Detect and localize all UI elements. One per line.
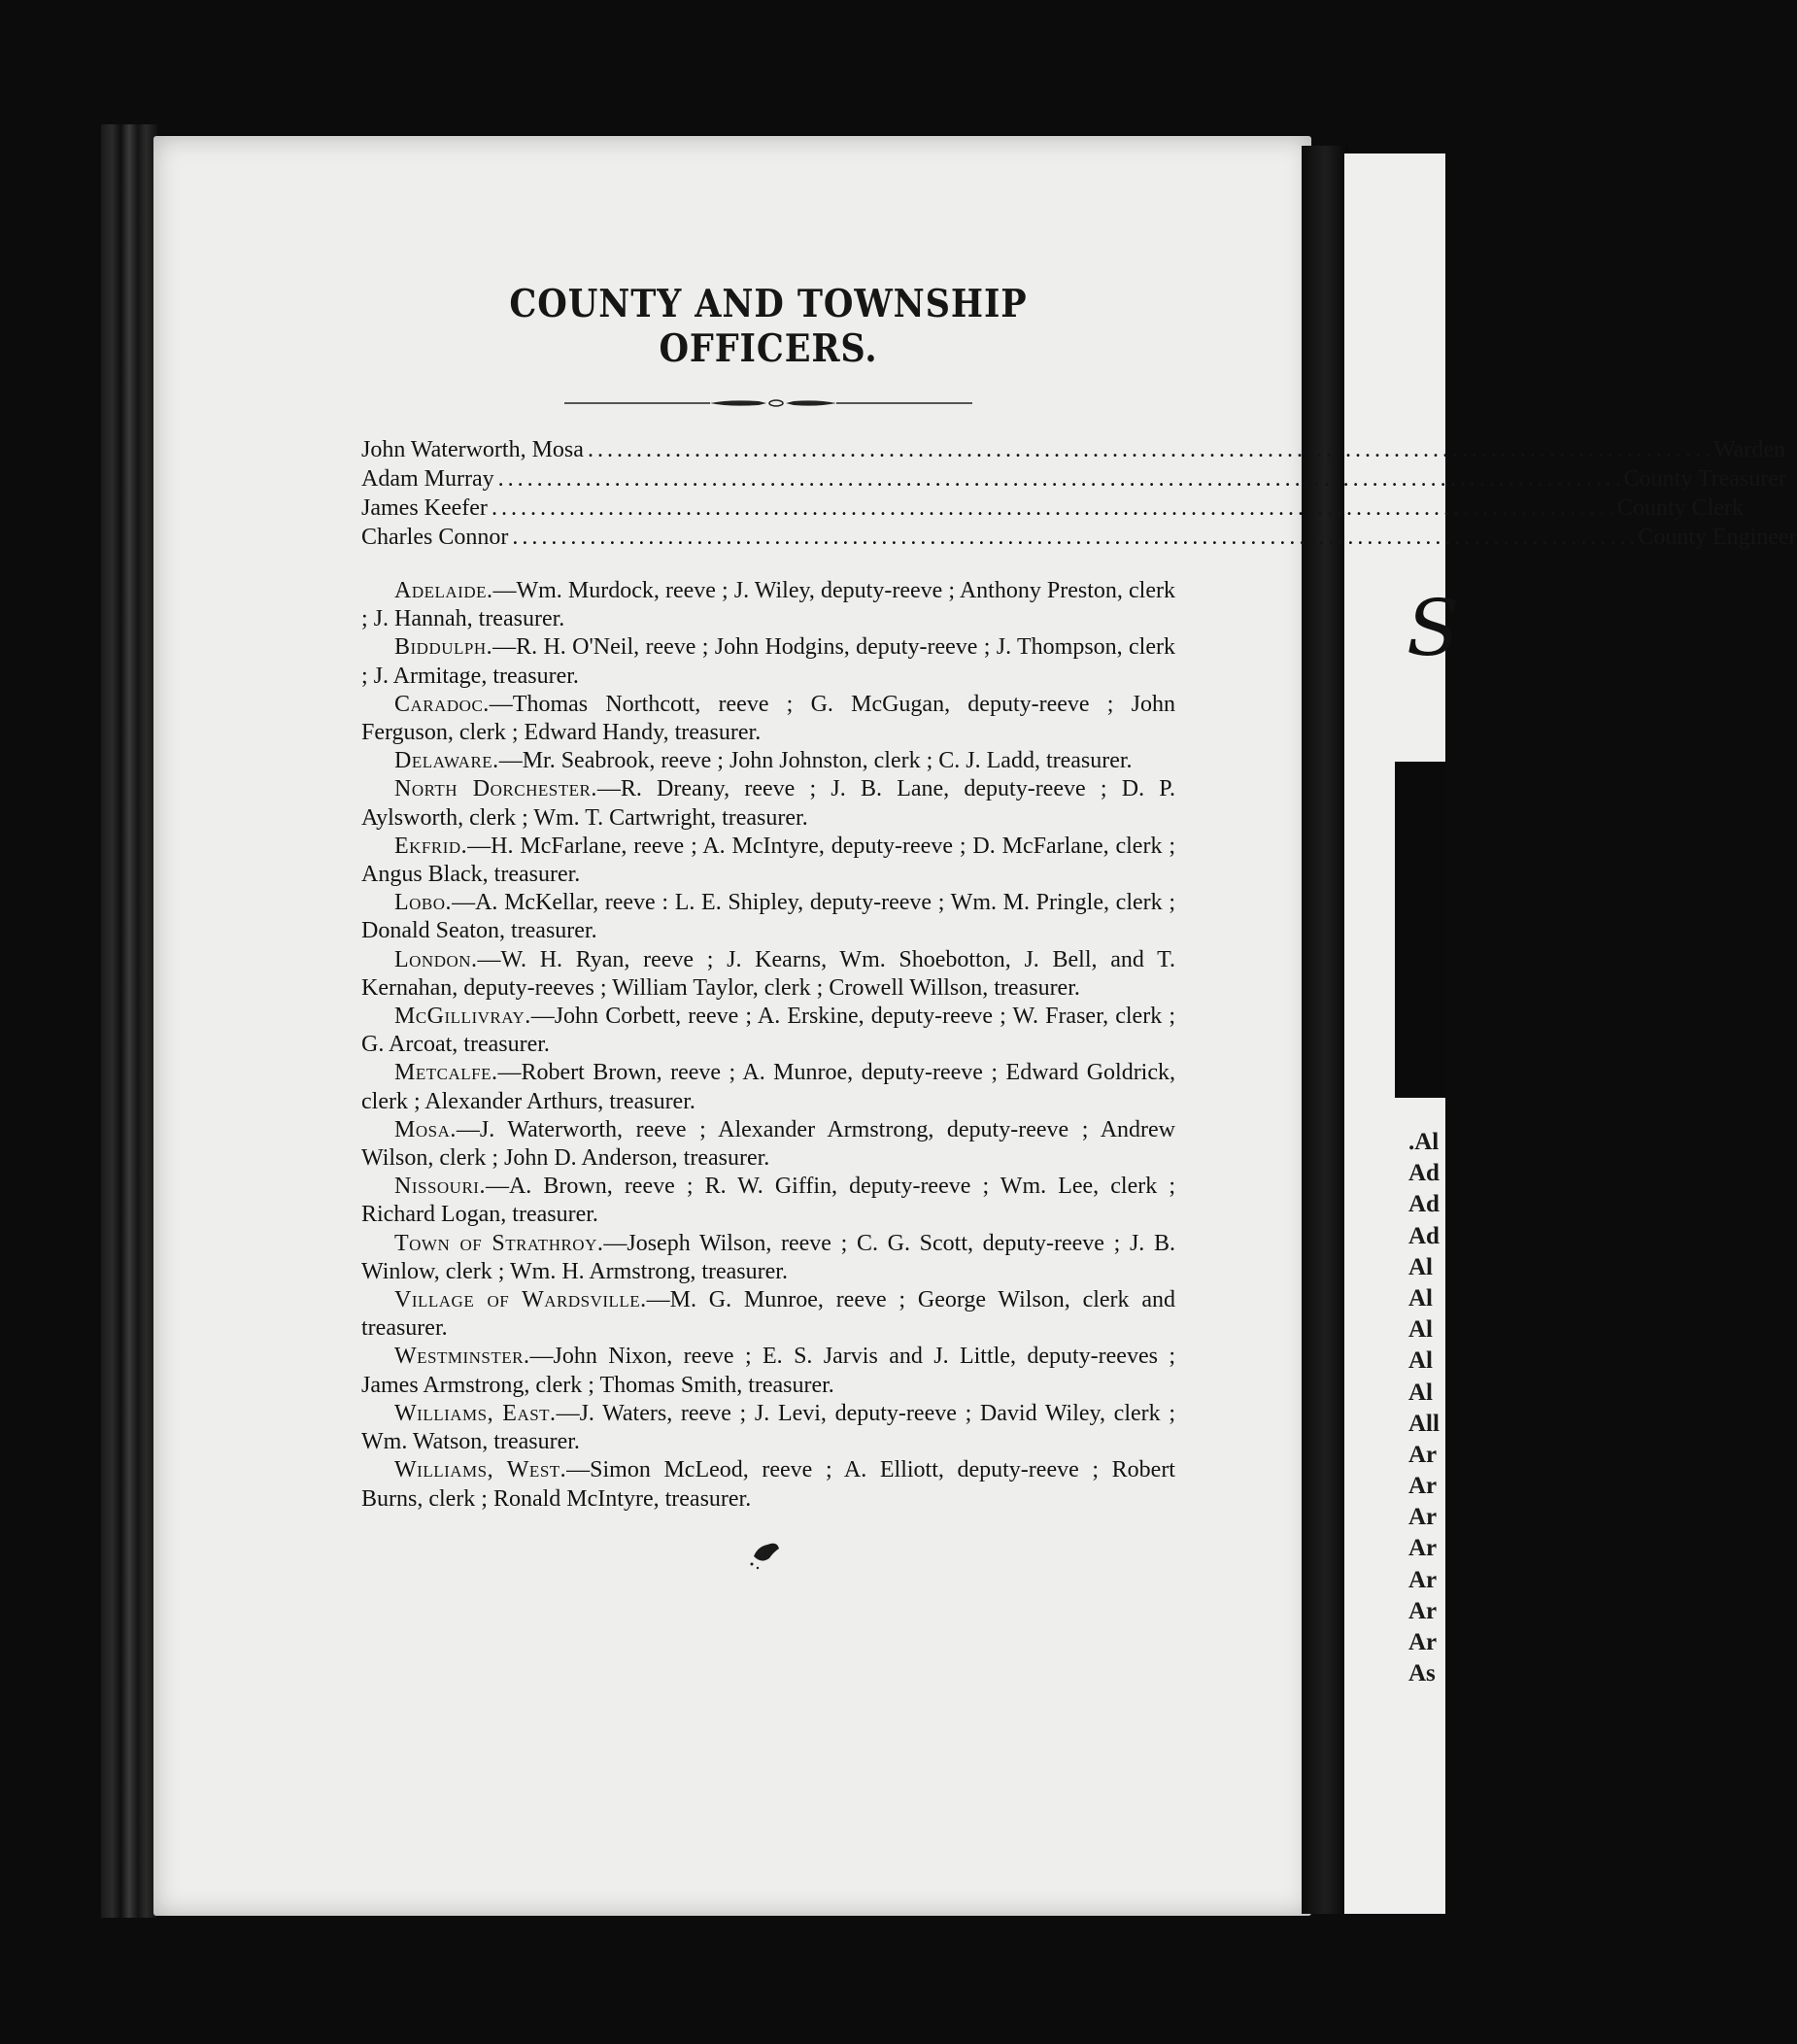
adjacent-index-entry: Ar	[1408, 1629, 1438, 1655]
township-entry	[361, 1230, 1175, 1286]
township-name: Lobo.	[394, 890, 453, 916]
township-officers: —J. Waterworth, reeve ; Alexander Armstrong, deputy-reeve ; Andrew Wilson, clerk ; John D. Anderson, treasurer.	[361, 1116, 1175, 1172]
township-entry	[361, 747, 1175, 775]
township-name: Biddulph.	[394, 634, 493, 661]
township-name: Williams, West.	[394, 1457, 567, 1483]
township-entry	[361, 1173, 1175, 1229]
officer-name: James Keefer	[361, 495, 488, 521]
adjacent-index-entry: Ar	[1408, 1597, 1438, 1624]
adjacent-page-index	[1408, 1127, 1440, 1689]
adjacent-index-entry: Al	[1408, 1284, 1433, 1312]
township-entry	[361, 833, 1175, 889]
township-entry	[361, 577, 1175, 633]
adjacent-index-entry: Al	[1408, 1316, 1433, 1344]
township-officers: —R. Dreany, reeve ; J. B. Lane, deputy-reeve ; D. P. Aylsworth, clerk ; Wm. T. Cartwright, treasurer.	[361, 776, 1175, 831]
leader-dots	[512, 523, 1634, 552]
adjacent-index-entry: Ar	[1408, 1473, 1438, 1500]
township-officers: —H. McFarlane, reeve ; A. McIntyre, deputy-reeve ; D. McFarlane, clerk ; Angus Black, treasurer.	[361, 833, 1175, 888]
township-entry	[361, 1343, 1175, 1399]
township-officers: —R. H. O'Neil, reeve ; John Hodgins, deputy-reeve ; J. Thompson, clerk ; J. Armitage, treasurer.	[361, 634, 1175, 689]
adjacent-index-entry: Ar	[1408, 1566, 1438, 1593]
township-name: London.	[394, 946, 478, 972]
township-officers: —A. McKellar, reeve : L. E. Shipley, deputy-reeve ; Wm. M. Pringle, clerk ; Donald Seaton, treasurer.	[361, 890, 1175, 944]
township-entry	[361, 1003, 1175, 1059]
township-officers: —Mr. Seabrook, reeve ; John Johnston, clerk ; C. J. Ladd, treasurer.	[498, 748, 1133, 774]
township-officers: —Thomas Northcott, reeve ; G. McGugan, deputy-reeve ; John Ferguson, clerk ; Edward Handy, treasurer.	[361, 691, 1175, 746]
leader-dots	[492, 494, 1613, 523]
adjacent-index-entry: As	[1408, 1660, 1436, 1687]
township-officers: —John Corbett, reeve ; A. Erskine, deputy-reeve ; W. Fraser, clerk ; G. Arcoat, treasurer.	[361, 1004, 1175, 1058]
officer-name: Adam Murray	[361, 466, 494, 492]
township-entry	[361, 1456, 1175, 1513]
township-entry	[361, 1116, 1175, 1173]
adjacent-index-entry: All	[1408, 1410, 1440, 1437]
adjacent-index-entry: Al	[1408, 1347, 1433, 1375]
township-entry	[361, 1059, 1175, 1115]
township-name: McGillivray.	[394, 1004, 531, 1030]
officer-row	[361, 464, 1786, 494]
officer-title: County Treasurer	[1623, 466, 1786, 492]
officer-row	[361, 523, 1797, 552]
township-name: Caradoc.	[394, 691, 490, 717]
township-name: Town of Strathroy.	[394, 1230, 604, 1256]
township-officers: —Wm. Murdock, reeve ; J. Wiley, deputy-reeve ; Anthony Preston, clerk ; J. Hannah, treasurer.	[361, 578, 1175, 632]
adjacent-index-entry: Al	[1408, 1253, 1433, 1280]
township-officers: —A. Brown, reeve ; R. W. Giffin, deputy-reeve ; Wm. Lee, clerk ; Richard Logan, treasurer.	[361, 1174, 1175, 1228]
adjacent-index-entry: Ad	[1408, 1191, 1440, 1218]
township-entry	[361, 946, 1175, 1003]
township-entry	[361, 775, 1175, 832]
township-name: Williams, East.	[394, 1400, 557, 1426]
township-name: Nissouri.	[394, 1174, 486, 1200]
county-officers-list	[361, 435, 1797, 552]
township-name: Delaware.	[394, 748, 499, 774]
township-officers: —J. Waters, reeve ; J. Levi, deputy-reeve ; David Wiley, clerk ; Wm. Watson, treasurer.	[361, 1400, 1175, 1455]
book-gutter	[1302, 146, 1348, 1914]
township-name: Metcalfe.	[394, 1060, 498, 1086]
adjacent-index-entry: Al	[1408, 1379, 1433, 1406]
ink-blot-icon	[748, 1535, 787, 1574]
leader-dots	[498, 464, 1620, 494]
township-entry	[361, 633, 1175, 690]
township-entry	[361, 691, 1175, 747]
township-officers: —John Nixon, reeve ; E. S. Jarvis and J. Little, deputy-reeves ; James Armstrong, clerk ; Thomas Smith, treasurer.	[361, 1344, 1175, 1398]
adjacent-page-block	[1395, 762, 1445, 1098]
township-name: Adelaide.	[394, 578, 493, 603]
adjacent-index-entry: Ar	[1408, 1504, 1438, 1531]
adjacent-page-glyph: S	[1407, 583, 1460, 673]
officer-row	[361, 435, 1785, 464]
township-entry	[361, 889, 1175, 945]
township-officers-list	[361, 577, 1175, 1514]
township-officers: —Robert Brown, reeve ; A. Munroe, deputy-reeve ; Edward Goldrick, clerk ; Alexander Arthurs, treasurer.	[361, 1060, 1175, 1114]
township-name: Ekfrid.	[394, 833, 468, 859]
adjacent-index-entry: Ad	[1408, 1222, 1440, 1249]
township-officers: —Simon McLeod, reeve ; A. Elliott, deputy-reeve ; Robert Burns, clerk ; Ronald McIntyre, treasurer.	[361, 1457, 1175, 1512]
officer-title: Warden	[1712, 437, 1785, 462]
officer-title: County Clerk	[1616, 495, 1744, 521]
township-name: Westminster.	[394, 1344, 530, 1370]
township-entry	[361, 1400, 1175, 1456]
township-name: Mosa.	[394, 1116, 457, 1142]
adjacent-index-entry: Ar	[1408, 1441, 1438, 1468]
ornament-rule-icon	[564, 396, 972, 410]
adjacent-index-entry: .Al	[1408, 1129, 1440, 1155]
township-entry	[361, 1286, 1175, 1343]
officer-name: Charles Connor	[361, 525, 509, 550]
leader-dots	[588, 435, 1710, 464]
adjacent-index-entry: Ar	[1408, 1535, 1438, 1562]
township-officers: —M. G. Munroe, reeve ; George Wilson, clerk and treasurer.	[361, 1287, 1175, 1342]
township-officers: —W. H. Ryan, reeve ; J. Kearns, Wm. Shoebotton, J. Bell, and T. Kernahan, deputy-reeves ; William Taylor, clerk ; Crowell Willson, treasurer.	[361, 946, 1175, 1001]
officer-name: John Waterworth, Mosa	[361, 437, 584, 462]
officer-row	[361, 494, 1744, 523]
adjacent-index-entry: Ad	[1408, 1160, 1440, 1187]
page-edge-stack	[101, 124, 157, 1918]
township-name: Village of Wardsville.	[394, 1287, 647, 1313]
township-officers: —Joseph Wilson, reeve ; C. G. Scott, deputy-reeve ; J. B. Winlow, clerk ; Wm. H. Armstrong, treasurer.	[361, 1230, 1175, 1284]
township-name: North Dorchester.	[394, 776, 597, 802]
officer-title: County Engineer	[1638, 525, 1797, 550]
page-title: COUNTY AND TOWNSHIP OFFICERS.	[509, 282, 1028, 371]
